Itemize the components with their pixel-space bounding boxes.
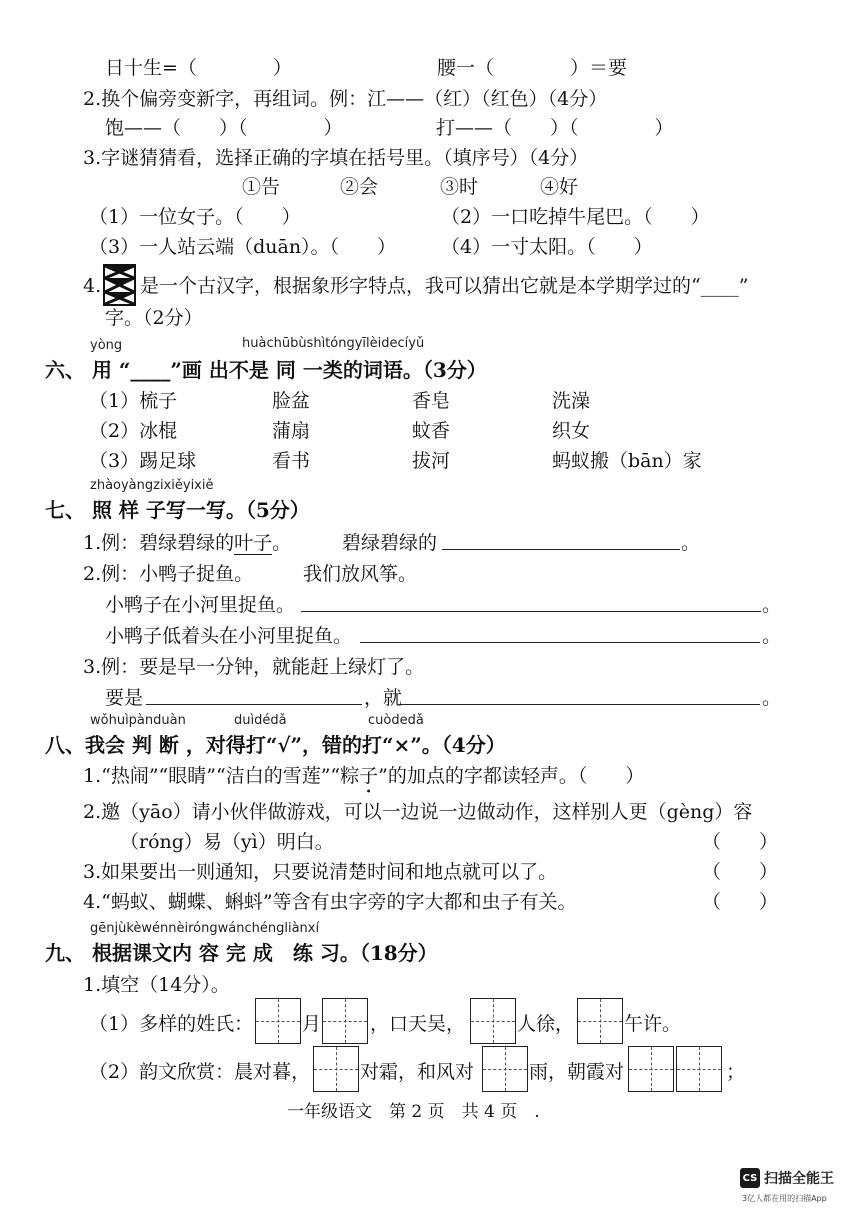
q6-r3c4: 蚂蚁搬（bān）家 [552,450,702,472]
q8-item-4: 4.“蚂蚁、蝴蝶、蝌蚪”等含有虫字旁的字大都和虫子有关。 [83,891,577,913]
q7-ex2-end-2: 。 [762,625,782,647]
q8-pinyin-2: duìdédǎ [234,713,287,728]
q5-q4-line2: 字。（2分） [105,307,203,329]
q7-title: 七、 照 样 子写一写。（5分） [45,498,310,522]
q9-r2-b: 雨，朝霞对 [529,1061,625,1083]
q6-r3c2: 看书 [272,450,311,472]
q5-q2-title: 2.换个偏旁变新字，再组词。例：江——（红）（红色）（4分） [83,88,608,110]
q6-r2c3: 蚊香 [412,420,451,442]
q9-r2-box-2[interactable] [482,1046,528,1092]
q7-ex2-blank-2[interactable] [360,642,760,643]
q7-ex1-fill-label: 碧绿碧绿的 [342,532,438,554]
q8-title: 八、我会 判 断 ，对得打“√”，错的打“×”。（4分） [45,733,506,757]
q8-item-3-paren[interactable]: （ ） [702,861,779,883]
q9-r2-box-3[interactable] [628,1046,674,1092]
q8-pinyin-3: cuòdedǎ [368,713,424,728]
q9-r1-c: 人徐， [517,1013,575,1035]
q7-pinyin: zhàoyàngzixiěyixiě [90,478,214,493]
q7-ex2-l1: 小鸭子在小河里捉鱼。 [105,594,296,616]
q5-q3-r1a: （1）一位女子。（ ） [89,206,301,228]
q8-item-2-line2: （róng）易（yì）明白。 [120,831,334,853]
page-footer: 一年级语文 第 2 页 共 4 页 . [287,1102,540,1122]
q7-ex1-underlined: 叶子 [234,532,273,554]
q8-item-4-paren[interactable]: （ ） [702,891,779,913]
q7-ex2-l2: 小鸭子低着头在小河里捉鱼。 [105,625,353,647]
q7-ex1-end: 。 [681,532,701,554]
q9-r1-box-3[interactable] [470,998,516,1044]
q9-r2-label: （2）韵文欣赏：晨对暮， [89,1061,311,1083]
q7-ex3-end: 。 [762,687,782,709]
q7-ex3-blank-2[interactable] [399,704,760,705]
q6-r3c1: （3）踢足球 [89,450,197,472]
q7-ex2-a: 2.例：小鸭子捉鱼。 [83,563,254,585]
q6-r3c3: 拔河 [412,450,451,472]
q8-item-1 [83,764,644,798]
q5-q3-opt-3: ③时 [440,176,479,198]
q6-r2c4: 织女 [552,420,591,442]
q8-item-1-dotted: 子 [359,765,379,787]
q8-item-1-post: ”的加点的字都读轻声。（ ） [378,765,645,787]
q7-ex3-blank-1[interactable] [146,704,362,705]
q9-r2-a: 对霜，和风对 [360,1061,475,1083]
q6-r1c3: 香皂 [412,390,451,412]
q5-q3-title: 3.字谜猜猜看，选择正确的字填在括号里。（填序号）（4分） [83,147,589,169]
q9-r1-label: （1）多样的姓氏： [89,1013,254,1035]
q5-q4-text: 是一个古汉字，根据象形字特点，我可以猜出它就是本学期学过的“____” [140,275,749,297]
scanner-tagline: 3亿人都在用的扫描App [742,1194,827,1203]
q7-ex1-blank[interactable] [442,549,680,550]
scanner-app-name: 扫描全能王 [764,1171,834,1187]
q9-pinyin: gēnjùkèwénnèiróngwánchéngliànxí [90,921,320,936]
q7-ex1-suffix: 。 [272,532,292,554]
q9-title: 九、 根据课文内 容 完 成 练 习。（18分） [45,941,438,965]
q5-q2-line: 饱——（ ）（ ） [105,117,343,139]
q9-sub1: 1.填空（14分）。 [83,974,230,996]
q7-ex2-b: 我们放风筝。 [303,563,418,585]
q7-ex2-blank-1[interactable] [301,611,761,612]
scanner-logo-icon: CS [740,1168,760,1188]
q7-ex2-end-1: 。 [762,594,782,616]
q5-q3-r2a: （3）一人站云端（duān）。（ ） [89,236,397,258]
q8-item-2-line1: 2.邀（yāo）请小伙伴做游戏，可以一边说一边做动作，这样别人更（gèng）容 [83,801,753,823]
scanner-watermark [740,1168,834,1188]
q9-r2-c: ； [726,1061,746,1083]
q5-q4-num: 4. [83,275,102,297]
q5-q3-opt-2: ②会 [340,176,379,198]
q6-r2c2: 蒲扇 [272,420,311,442]
q5-q3-r1b: （2）一口吃掉牛尾巴。（ ） [441,206,710,228]
q8-item-1-pre: 1.“热闹”“眼睛”“洁白的雪莲”“粽 [83,765,360,787]
q6-title: 六、 用 “____”画 出不是 同 一类的词语。（3分） [45,358,487,382]
q9-r1-a: 月 [302,1013,322,1035]
q5-q3-opt-4: ④好 [540,176,579,198]
ancient-character-icon [103,264,136,306]
q9-r1-box-2[interactable] [322,998,368,1044]
q6-pinyin-yong: yòng [90,338,123,353]
q6-r2c1: （2）冰棍 [89,420,178,442]
q7-ex3-a: 要是 [105,687,144,709]
q9-r1-box-4[interactable] [577,998,623,1044]
q5-q3-r2b: （4）一寸太阳。（ ） [441,236,653,258]
q9-r2-box-4[interactable] [676,1046,722,1092]
q5-q3-opt-1: ①告 [242,176,281,198]
q7-ex3-b: ，就 [364,687,403,709]
q9-r1-b: ，口天吴， [370,1013,466,1035]
q9-r2-box-1[interactable] [313,1046,359,1092]
q7-ex1 [83,531,291,555]
q5-q2-line2: 打——（ ）（ ） [436,117,674,139]
q8-pinyin-1: wǒhuìpànduàn [90,713,186,728]
q8-item-3: 3.如果要出一则通知，只要说清楚时间和地点就可以了。 [83,861,558,883]
q7-ex3: 3.例：要是早一分钟，就能赶上绿灯了。 [83,656,425,678]
q5-line-top-right: 腰一（ ）＝要 [437,57,628,79]
q6-r1c1: （1）梳子 [89,390,178,412]
q9-r1-d: 午许。 [624,1013,682,1035]
q5-line-top-left: 日十生=（ ） [105,57,292,79]
q6-pinyin-rest: huàchūbùshìtóngyīlèidecíyǔ [242,336,425,351]
q8-item-2-paren[interactable]: （ ） [702,831,779,853]
q7-ex1-prefix: 1.例：碧绿碧绿的 [83,532,235,554]
q9-r1-box-1[interactable] [255,998,301,1044]
q6-r1c4: 洗澡 [552,390,591,412]
q6-r1c2: 脸盆 [272,390,311,412]
